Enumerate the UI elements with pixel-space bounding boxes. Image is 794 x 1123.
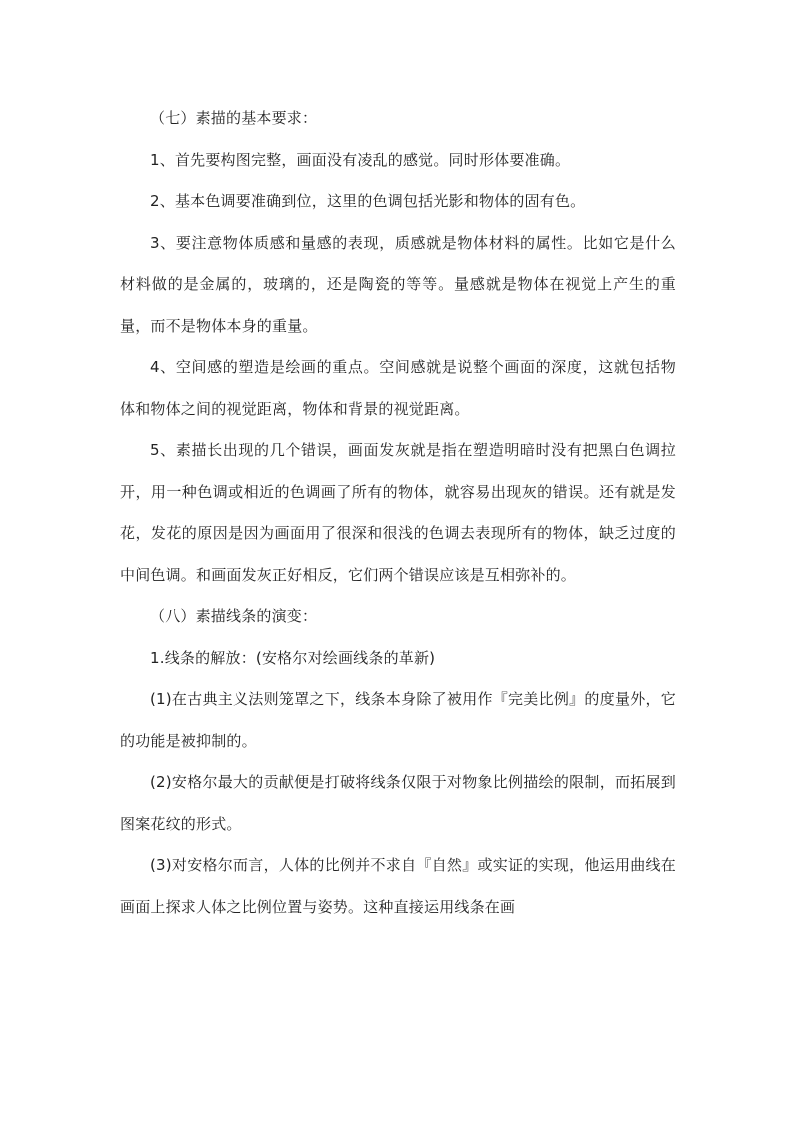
paragraph-requirement-1: 1、首先要构图完整，画面没有凌乱的感觉。同时形体要准确。 [150, 150, 571, 169]
paragraph-point-2: (2)安格尔最大的贡献便是打破将线条仅限于对物象比例描绘的限制，而拓展到图案花纹的形式。 [120, 773, 676, 833]
paragraph-point-3: (3)对安格尔而言，人体的比例并不求自『自然』或实证的实现，他运用曲线在画面上探求人体之比例位置与姿势。这种直接运用线条在画 [120, 856, 676, 916]
section-heading-7: （七）素描的基本要求： [150, 109, 318, 127]
document-body [120, 98, 676, 928]
section-heading-8: （八）素描线条的演变： [150, 607, 318, 625]
paragraph-point-1: (1)在古典主义法则笼罩之下，线条本身除了被用作『完美比例』的度量外，它的功能是被抑制的。 [120, 690, 676, 750]
paragraph-requirement-4: 4、空间感的塑造是绘画的重点。空间感就是说整个画面的深度，这就包括物体和物体之间的视觉距离，物体和背景的视觉距离。 [120, 358, 676, 418]
paragraph-line-liberation: 1.线条的解放：(安格尔对绘画线条的革新) [150, 648, 436, 667]
paragraph-requirement-2: 2、基本色调要准确到位，这里的色调包括光影和物体的固有色。 [150, 192, 586, 210]
paragraph-requirement-3: 3、要注意物体质感和量感的表现，质感就是物体材料的属性。比如它是什么材料做的是金属的，玻璃的，还是陶瓷的等等。量感就是物体在视觉上产生的重量，而不是物体本身的重量。 [120, 233, 676, 335]
paragraph-requirement-5: 5、素描长出现的几个错误，画面发灰就是指在塑造明暗时没有把黑白色调拉开，用一种色调或相近的色调画了所有的物体，就容易出现灰的错误。还有就是发花，发花的原因是因为画面用了很深和很浅的色调去表现所有的物体，缺乏过度的中间色调。和画面发灰正好相反，它们两个错误应该是互相弥补的。 [120, 441, 676, 584]
